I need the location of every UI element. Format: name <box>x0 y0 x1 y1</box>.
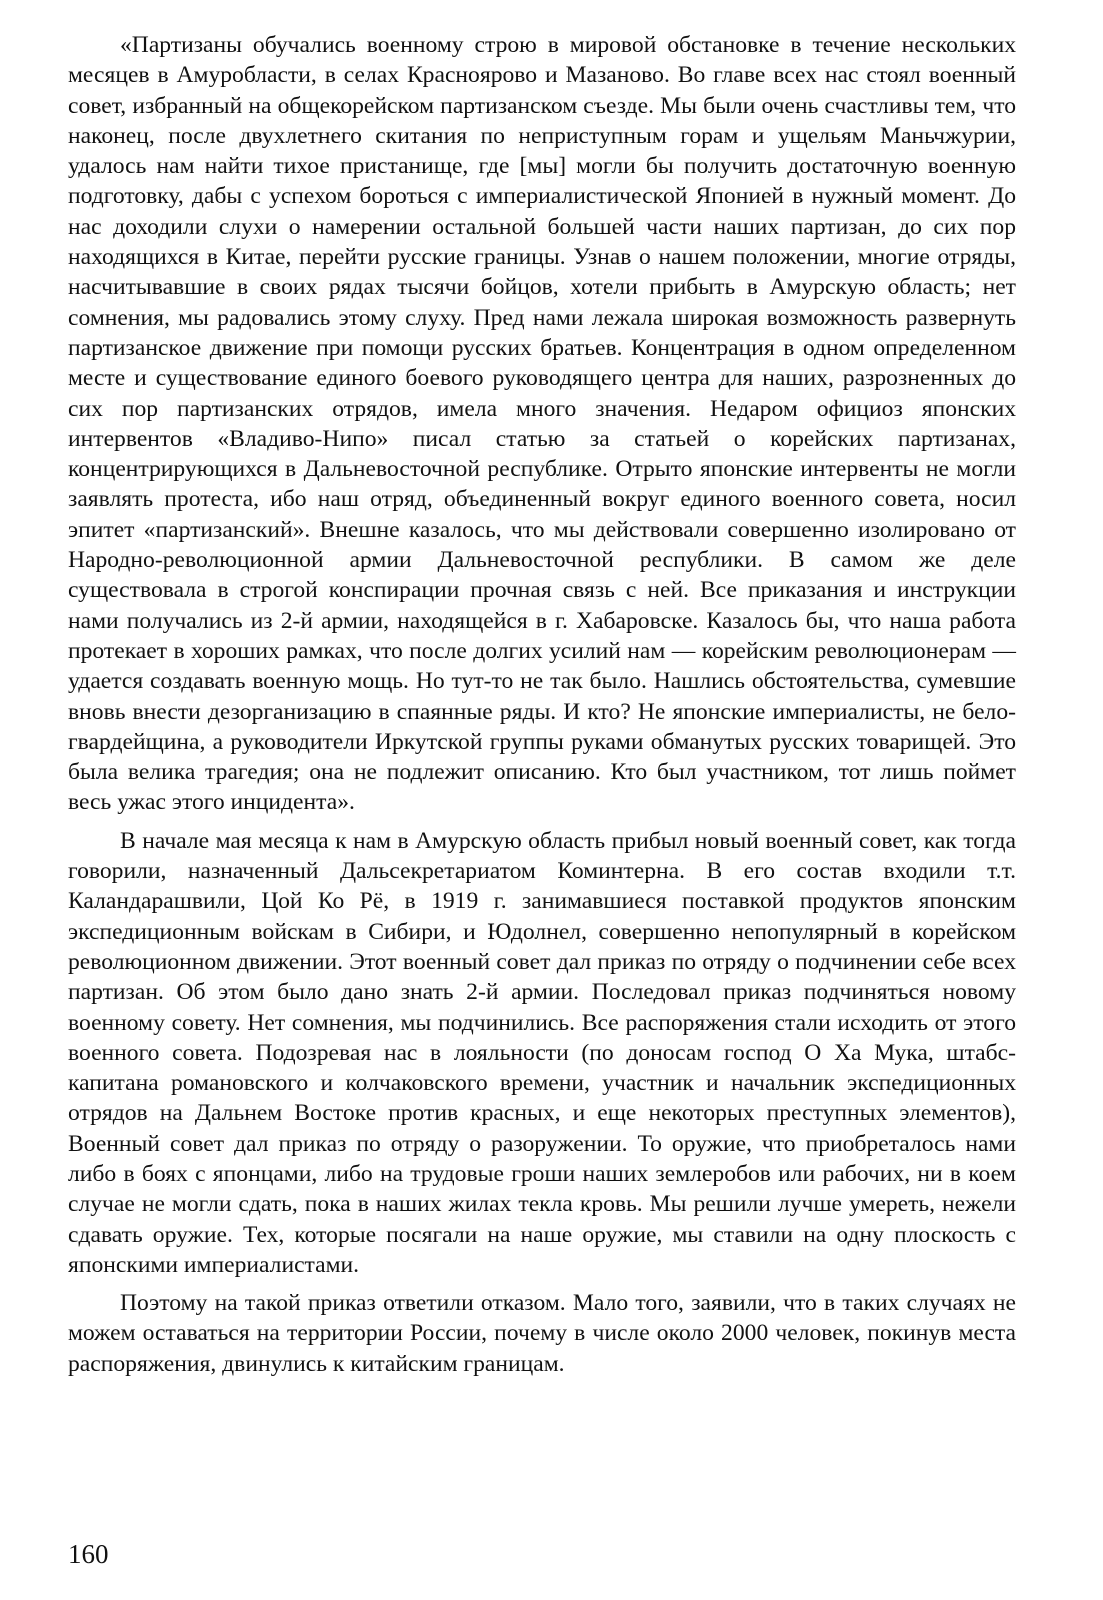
paragraph-new-military-council: В начале мая месяца к нам в Амурскую область прибыл новый военный совет, как тогда говорили, назначенный Дальсекретариатом Коминтерна. В его состав входили т.т. Каландарашвили, Цой Ко Рё, в 1919 г. занимавшиеся поставкой продуктов японским экспедиционным войскам в Сибири, и Юдолнел, совершенно непопулярный в корейском революционном движении. Этот военный совет дал приказ по отряду о подчинении себе всех партизан. Об этом было дано знать 2-й армии. Последовал приказ подчиняться новому военному совету. Нет сомнения, мы подчинились. Все распоряжения стали исходить от этого военного совета. Подозревая нас в лояльности (по доносам господ О Ха Мука, штабс-капитана романовского и колчаковского времени, участник и начальник экспедиционных отрядов на Дальнем Востоке против красных, и еще некоторых преступных элементов), Военный совет дал приказ по отряду о разоружении. То оружие, что приобреталось нами либо в боях с японцами, либо на трудовые гроши наших землеробов или рабочих, ни в коем случае не могли сдать, пока в наших жилах текла кровь. Мы решили лучше умереть, нежели сдавать оружие. Тех, которые посягали на наше оружие, мы ставили на одну плоскость с японскими империалистами. <box>68 827 1016 1278</box>
document-body <box>68 30 1016 1379</box>
paragraph-partisans-quote: «Партизаны обучались военному строю в мировой обстановке в течение нескольких месяцев в Амуробласти, в селах Краснoярово и Мазаново. Во главе всех нас стоял военный совет, избранный на общекорейском партизанском съезде. Мы были очень счастливы тем, что наконец, после двухлетнего скитания по неприступным горам и ущельям Маньчжурии, удалось нам найти тихое пристанище, где [мы] могли бы получить достаточную военную подготовку, дабы с успехом бороться с империалистической Японией в нужный момент. До нас доходили слухи о намерении остальной большей части наших партизан, до сих пор находящихся в Китае, перейти русские границы. Узнав о нашем положении, многие отряды, насчитывавшие в своих рядах тысячи бойцов, хотели прибыть в Амурскую область; нет сомнения, мы радовались этому слуху. Пред нами лежала широкая возможность развернуть партизанское движение при помощи русских братьев. Концентрация в одном определенном месте и существование единого боевого руководящего центра для наших, разрозненных до сих пор партизанских отрядов, имела много значения. Недаром официоз японских интервентов «Владиво-Нипо» писал статью за статьей о корейских партизанах, концентрирующихся в Дальневосточной республике. Отрыто японские интервенты не могли заявлять протеста, ибо наш отряд, объединенный вокруг единого военного совета, носил эпитет «партизанский». Внешне казалось, что мы действовали совершенно изолировано от Народно-революционной армии Дальневосточной республики. В самом же деле существовала в строгой конспирации прочная связь с ней. Все приказания и инструкции нами получались из 2-й армии, находящейся в г. Хабаровске. Казалось бы, что наша работа протекает в хороших рамках, что после долгих усилий нам — корейским революционерам — удается создавать военную мощь. Но тут-то не так было. Нашлись обстоятельства, сумевшие вновь внести дезорганизацию в спаянные ряды. И кто? Не японские империалисты, не белогвардейщина, а руководители Иркутской группы руками обманутых русских товарищей. Это была велика трагедия; она не подлежит описанию. Кто был участником, тот лишь поймет весь ужас этого инцидента». <box>68 32 1016 816</box>
page-number: 160 <box>68 1539 109 1569</box>
paragraph-refusal: Поэтому на такой приказ ответили отказом. Мало того, заявили, что в таких случаях не можем оставаться на территории России, почему в числе около 2000 человек, покинув места распоряжения, двинулись к китайским границам. <box>68 1290 1016 1377</box>
